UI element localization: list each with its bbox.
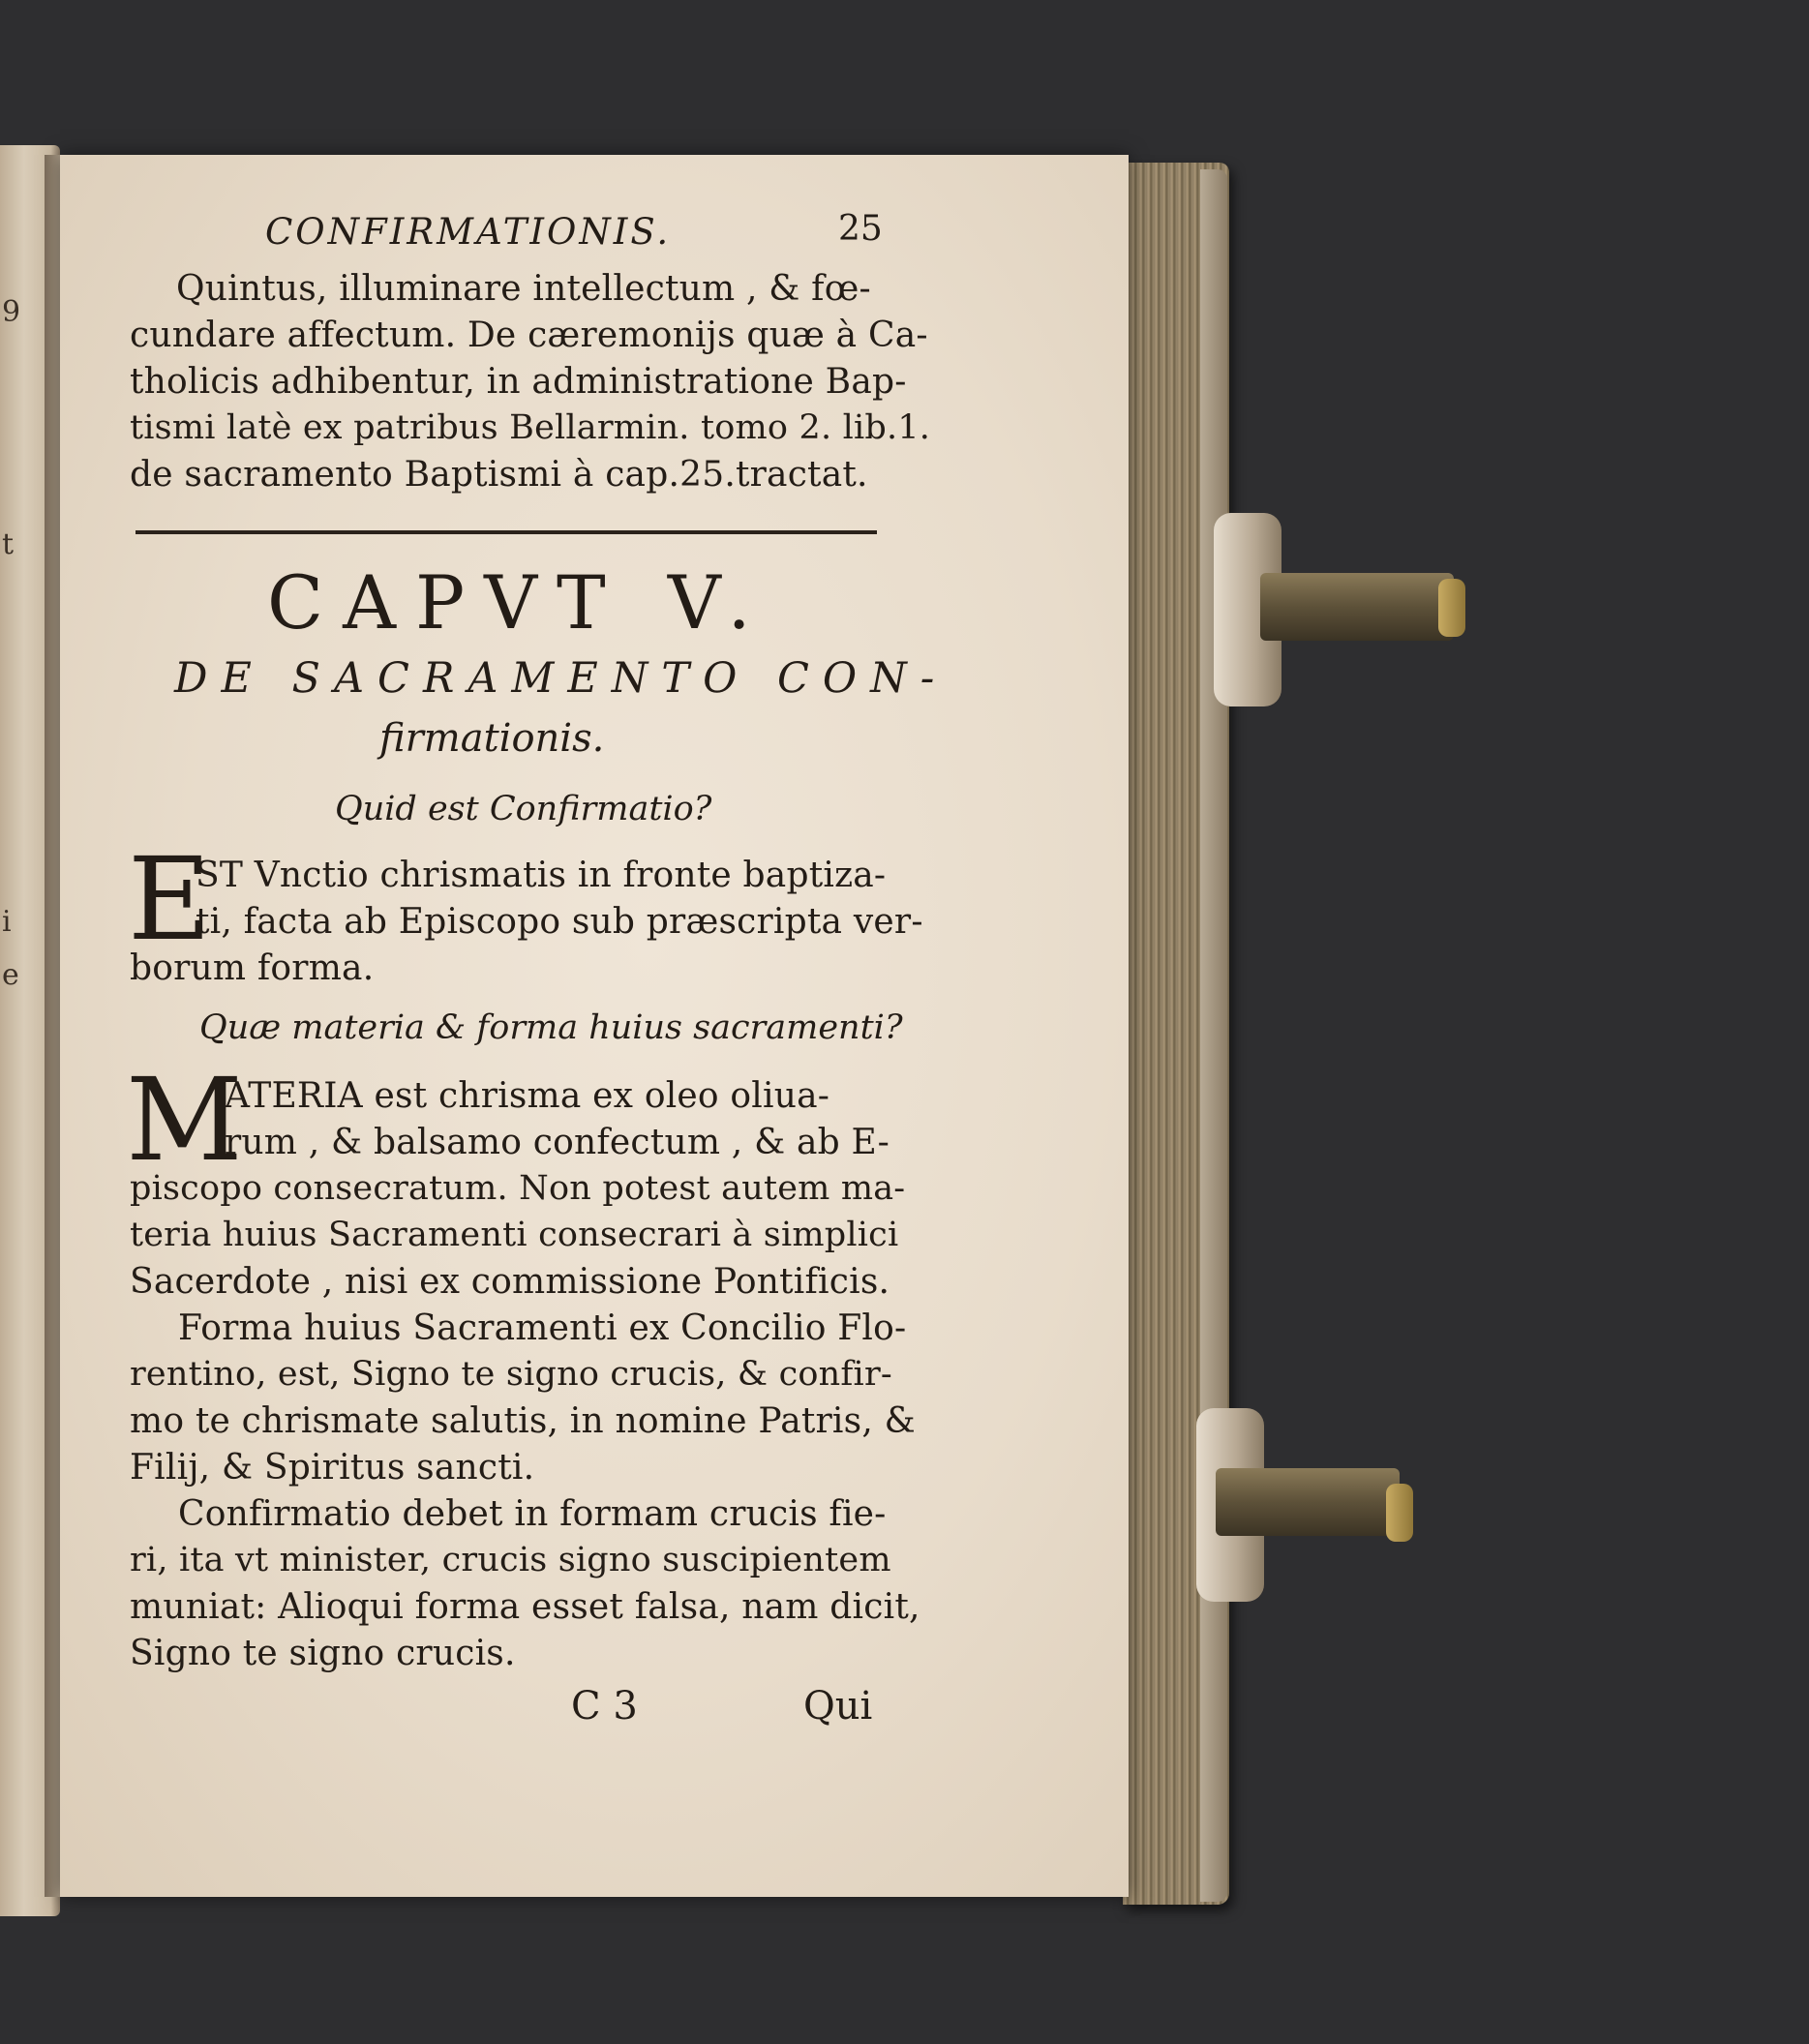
chapter-subtitle: DE SACRAMENTO CON-	[174, 654, 949, 703]
answer-line: rum , & balsamo confectum , & ab E-	[225, 1123, 890, 1162]
question-heading: Quid est Confirmatio?	[335, 790, 712, 828]
running-head: CONFIRMATIONIS.	[265, 211, 672, 253]
intro-line: cundare affectum. De cæremonijs quæ à Ca-	[130, 316, 928, 355]
left-page-fragment: t	[2, 527, 15, 561]
left-page-fragment: i	[2, 905, 12, 939]
chapter-heading: CAPVT V.	[267, 559, 770, 646]
question-heading: Quæ materia & forma huius sacramenti?	[199, 1008, 903, 1047]
signature-mark: C 3	[571, 1684, 638, 1728]
answer-line: Sacerdote , nisi ex commissione Pontificis.	[130, 1262, 890, 1302]
answer-line: ST Vnctio chrismatis in fronte baptiza-	[196, 856, 887, 895]
catchword: Qui	[803, 1684, 873, 1728]
intro-line: Quintus, illuminare intellectum , & fœ-	[176, 269, 871, 309]
answer-line: teria huius Sacramenti consecrari à simplici	[130, 1216, 899, 1254]
left-page-fragment: e	[2, 958, 19, 992]
answer-line: borum forma.	[130, 948, 375, 988]
chapter-subtitle-continued: firmationis.	[379, 716, 605, 761]
answer-line: rentino, est, Signo te signo crucis, & confir-	[130, 1355, 892, 1394]
answer-line: ATERIA est chrisma ex oleo oliua-	[225, 1076, 830, 1116]
intro-line: tismi latè ex patribus Bellarmin. tomo 2. lib.1.	[130, 408, 931, 447]
drop-initial: M	[126, 1053, 243, 1187]
answer-line: Confirmatio debet in formam crucis fie-	[178, 1494, 887, 1534]
answer-line: Forma huius Sacramenti ex Concilio Flo-	[178, 1308, 907, 1348]
answer-line: piscopo consecratum. Non potest autem ma-	[130, 1169, 906, 1208]
drop-initial: E	[128, 832, 212, 966]
left-page-fragment: 9	[2, 295, 21, 329]
answer-line: mo te chrismate salutis, in nomine Patris, &	[130, 1401, 916, 1441]
page-number: 25	[838, 209, 883, 249]
intro-line: tholicis adhibentur, in administratione Bap-	[130, 362, 907, 402]
answer-line: muniat: Alioqui forma esset falsa, nam dicit,	[130, 1587, 920, 1627]
intro-line: de sacramento Baptismi à cap.25.tractat.	[130, 455, 868, 495]
chapter-rule	[136, 530, 877, 534]
answer-line: ti, facta ab Episcopo sub præscripta ver-	[196, 902, 923, 942]
answer-line: ri, ita vt minister, crucis signo suscipientem	[130, 1541, 891, 1579]
cover-edge	[1200, 169, 1227, 1902]
answer-line: Filij, & Spiritus sancti.	[130, 1448, 535, 1488]
answer-line: Signo te signo crucis.	[130, 1634, 516, 1673]
